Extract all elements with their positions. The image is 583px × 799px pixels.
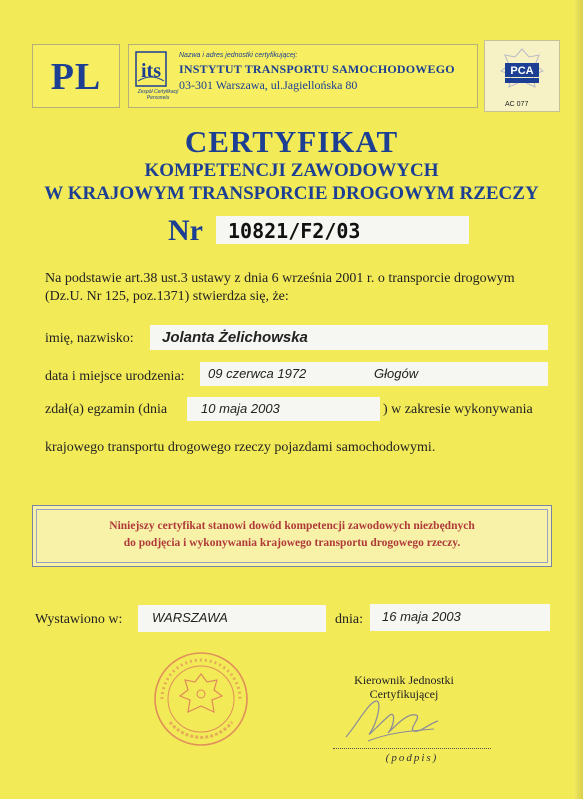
signature-caption: (podpis) xyxy=(385,752,439,764)
svg-text:its: its xyxy=(141,60,161,82)
issue-date-label: dnia: xyxy=(335,612,363,627)
birth-label: data i miejsce urodzenia: xyxy=(45,369,185,384)
exam-date: 10 maja 2003 xyxy=(201,401,280,416)
issuer-caption: Nazwa i adres jednostki certyfikującej: xyxy=(179,52,298,59)
signatory-title-line2: Certyfikującej xyxy=(369,687,439,701)
certificate-number: 10821/F2/03 xyxy=(228,219,361,243)
issue-place: WARSZAWA xyxy=(152,610,228,625)
exam-label: zdał(a) egzamin (dnia xyxy=(45,402,168,417)
scope-line: krajowego transportu drogowego rzeczy pojazdami samochodowymi. xyxy=(45,440,436,455)
issue-date: 16 maja 2003 xyxy=(382,609,461,624)
notice-line2: do podjęcia i wykonywania krajowego transportu drogowego rzeczy. xyxy=(123,537,461,549)
certificate-subtitle-line2: W KRAJOWYM TRANSPORCIE DROGOWYM RZECZY xyxy=(44,183,539,204)
accreditation-number: AC 077 xyxy=(505,101,529,108)
number-label: Nr xyxy=(168,214,203,247)
intro-line2: (Dz.U. Nr 125, poz.1371) stwierdza się, że: xyxy=(45,289,289,304)
scan-edge xyxy=(575,0,583,799)
signature-line xyxy=(333,748,491,749)
certificate-title: CERTYFIKAT xyxy=(184,124,399,159)
signatory-title-line1: Kierownik Jednostki xyxy=(354,673,454,687)
notice-box xyxy=(32,505,552,567)
certificate-subtitle-line1: KOMPETENCJI ZAWODOWYCH xyxy=(144,160,439,181)
birth-place: Głogów xyxy=(374,366,419,381)
official-stamp-icon xyxy=(152,650,250,748)
country-code-box xyxy=(32,44,120,108)
number-field xyxy=(216,216,469,244)
its-logo-icon xyxy=(135,51,167,87)
exam-date-field xyxy=(187,397,380,421)
country-code: PL xyxy=(50,56,102,98)
accreditation-box xyxy=(484,40,560,112)
intro-line1: Na podstawie art.38 ust.3 ustawy z dnia 6 września 2001 r. o transporcie drogowym xyxy=(45,271,515,286)
birth-field xyxy=(200,362,548,386)
issue-place-label: Wystawiono w: xyxy=(35,612,123,627)
eagle-emblem-icon xyxy=(493,45,551,95)
notice-line1: Niniejszy certyfikat stanowi dowód kompetencji zawodowych niezbędnych xyxy=(109,520,475,532)
issuer-name: INSTYTUT TRANSPORTU SAMOCHODOWEGO xyxy=(179,62,455,76)
name-field xyxy=(150,325,548,350)
issue-date-field xyxy=(370,604,550,631)
accreditation-logo: PCA xyxy=(510,65,534,77)
issuer-box xyxy=(128,44,478,108)
issuer-address: 03-301 Warszawa, ul.Jagiellońska 80 xyxy=(179,78,358,92)
birth-date: 09 czerwca 1972 xyxy=(208,366,307,381)
its-logo-caption: Zespół Certyfikacji Personelu xyxy=(137,89,179,101)
exam-suffix: ) w zakresie wykonywania xyxy=(383,402,533,417)
issue-place-field xyxy=(138,605,326,632)
name-label: imię, nazwisko: xyxy=(45,331,134,346)
handwritten-signature xyxy=(338,693,448,748)
holder-name: Jolanta Żelichowska xyxy=(162,329,308,346)
notice-inner-border xyxy=(36,509,548,563)
